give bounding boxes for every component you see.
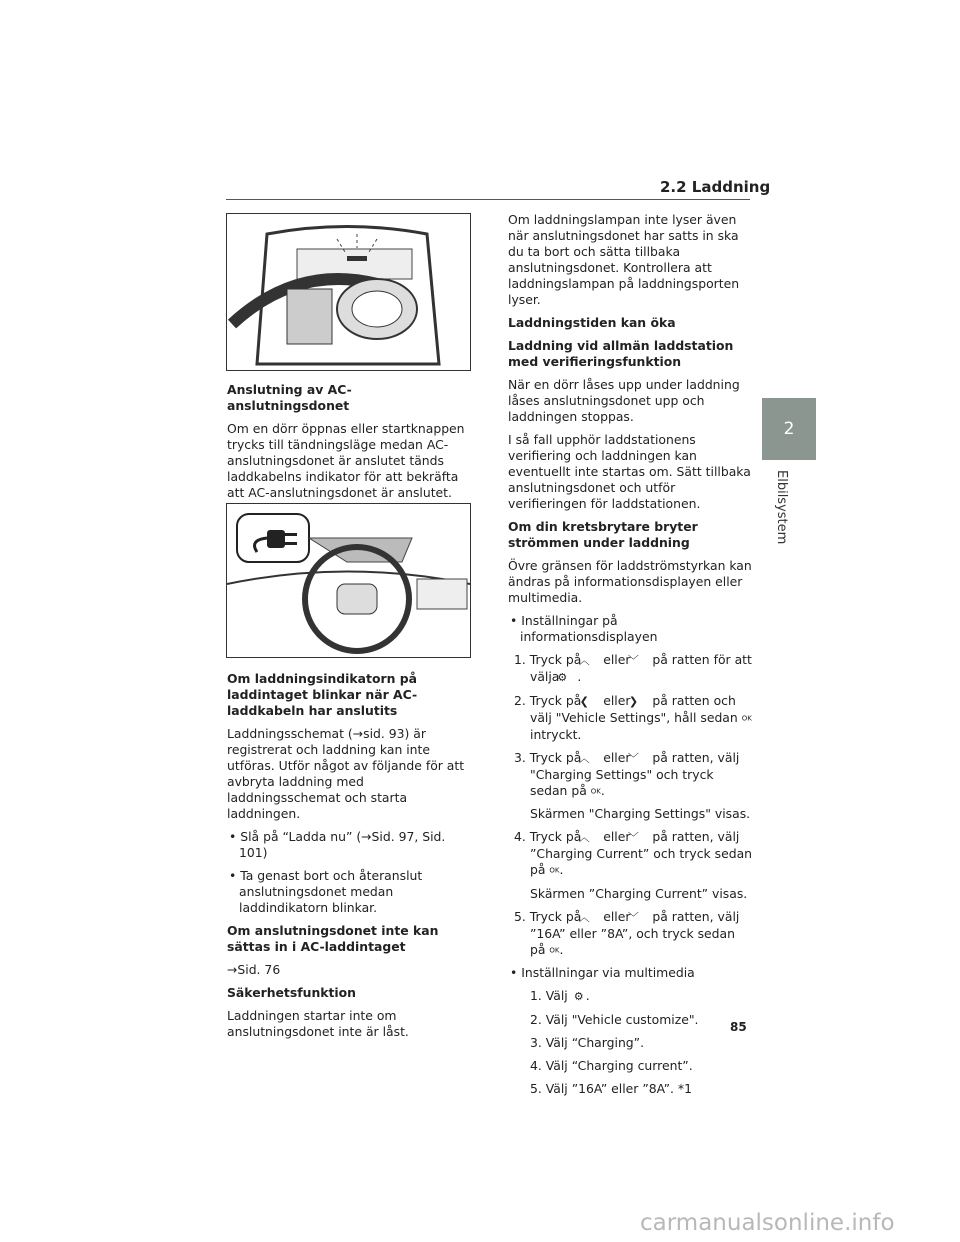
paragraph-ac-connection: Om en dörr öppnas eller startknappen trycks till tändningsläge medan AC-anslutningsdonet är anslutet tänds laddkabelns indikator för att bekräfta att AC-anslutningsdonet är anslutet.: [227, 421, 465, 500]
chevron-up-icon: ︿: [578, 654, 590, 667]
multimedia-step-1: 1. Välj ⚙ .: [530, 988, 590, 1003]
multimedia-step-4: 4. Välj “Charging current”.: [530, 1058, 693, 1073]
paragraph-verification: I så fall upphör laddstationens verifiering och laddningen kan eventuellt inte startas om. Sätt tillbaka anslutningsdonet och utför verifieringen för laddstationen.: [508, 432, 751, 511]
right-column: [508, 212, 753, 1104]
page-reference[interactable]: →Sid. 76: [227, 962, 281, 977]
heading-public-station: Laddning vid allmän laddstation med verifieringsfunktion: [508, 338, 734, 369]
heading-safety: Säkerhetsfunktion: [227, 985, 357, 1000]
chevron-down-icon: ﹀: [627, 831, 639, 844]
ok-icon: OK: [549, 946, 560, 954]
paragraph-door-unlock: När en dörr låses upp under laddning låses anslutningsdonet upp och laddningen stoppas.: [508, 377, 740, 424]
heading-charge-time: Laddningstiden kan öka: [508, 315, 676, 330]
step-4: 4. Tryck på ︿ eller ﹀ på ratten, välj ”Charging Current” och tryck sedan på OK.: [514, 829, 753, 877]
step-3-result: Skärmen "Charging Settings" visas.: [530, 806, 751, 821]
bullet-reconnect: • Ta genast bort och återanslut anslutningsdonet medan laddindikatorn blinkar.: [229, 868, 423, 915]
chevron-left-icon: ❮: [579, 695, 589, 708]
ok-icon: OK: [549, 866, 560, 875]
heading-ac-connection: Anslutning av AC-anslutningsdonet: [227, 382, 352, 413]
step-5: 5. Tryck på ︿ eller ﹀ på ratten, välj ”16A” eller ”8A”, och tryck sedan på OK.: [514, 908, 740, 957]
paragraph-safety: Laddningen startar inte om anslutningsdonet inte är låst.: [227, 1008, 409, 1039]
chevron-up-icon: ︿: [578, 910, 590, 924]
chevron-down-icon: ﹀: [627, 654, 639, 667]
step-4-result: Skärmen ”Charging Current” visas.: [530, 885, 748, 901]
gear-icon: ⚙: [573, 990, 584, 1003]
chevron-right-icon: ❯: [628, 695, 639, 708]
bullet-charge-now: • Slå på “Ladda nu” (→Sid. 97, Sid. 101): [229, 829, 446, 860]
heading-breaker: Om din kretsbrytare bryter strömmen under laddning: [508, 519, 698, 550]
step-2: 2. Tryck på ❮ eller ❯ på ratten och välj "Vehicle Settings", håll sedan OK intryckt.: [514, 693, 752, 742]
chapter-label: Elbilsystem: [774, 470, 789, 545]
multimedia-step-2: 2. Välj "Vehicle customize".: [530, 1012, 699, 1027]
ok-icon: OK: [590, 787, 601, 795]
heading-indicator-blinks: Om laddningsindikatorn på laddintaget blinkar när AC-laddkabeln har anslutits: [227, 671, 418, 718]
bullet-info-display: • Inställningar på informationsdisplayen: [510, 613, 658, 644]
heading-cannot-insert: Om anslutningsdonet inte kan sättas in i AC-laddintaget: [227, 923, 439, 954]
chevron-down-icon: ﹀: [627, 751, 639, 765]
dashboard-drawing: [227, 504, 470, 657]
chapter-tab[interactable]: 2: [762, 398, 816, 460]
section-header: 2.2 Laddning: [660, 178, 771, 196]
paragraph-schedule: Laddningsschemat (→sid. 93) är registrerat och laddning kan inte utföras. Utför något av följande för att avbryta laddning med laddningsschemat och starta laddningen.: [227, 726, 465, 821]
watermark: carmanualsonline.info: [640, 1210, 895, 1236]
left-column: [227, 382, 467, 508]
chevron-up-icon: ︿: [578, 751, 590, 765]
ok-icon: OK: [741, 714, 752, 723]
step-3: 3. Tryck på ︿ eller ﹀ på ratten, välj "Charging Settings" och tryck sedan på OK.: [514, 749, 740, 798]
connector-drawing: [227, 214, 470, 370]
chevron-up-icon: ︿: [578, 831, 590, 844]
multimedia-step-5: 5. Välj ”16A” eller ”8A”. *1: [530, 1081, 692, 1096]
gear-icon: ⚙: [557, 671, 568, 684]
connector-illustration: [226, 213, 471, 371]
chevron-down-icon: ﹀: [627, 910, 639, 924]
paragraph-lamp: Om laddningslampan inte lyser även när anslutningsdonet har satts in ska du ta bort och sätta tillbaka anslutningsdonet. Kontrollera att laddningslampan på laddningsporten lyser.: [508, 212, 740, 307]
dashboard-illustration: [226, 503, 471, 658]
paragraph-current-limit: Övre gränsen för laddströmstyrkan kan ändras på informationsdisplayen eller multimedia.: [508, 558, 752, 605]
left-column-lower: [227, 671, 467, 1047]
page-number: 85: [730, 1020, 747, 1034]
multimedia-step-3: 3. Välj “Charging”.: [530, 1035, 645, 1050]
header-rule: [226, 199, 750, 200]
bullet-multimedia: • Inställningar via multimedia: [510, 965, 695, 980]
step-1: 1. Tryck på ︿ eller ﹀ på ratten för att välja ⚙ .: [514, 652, 752, 684]
